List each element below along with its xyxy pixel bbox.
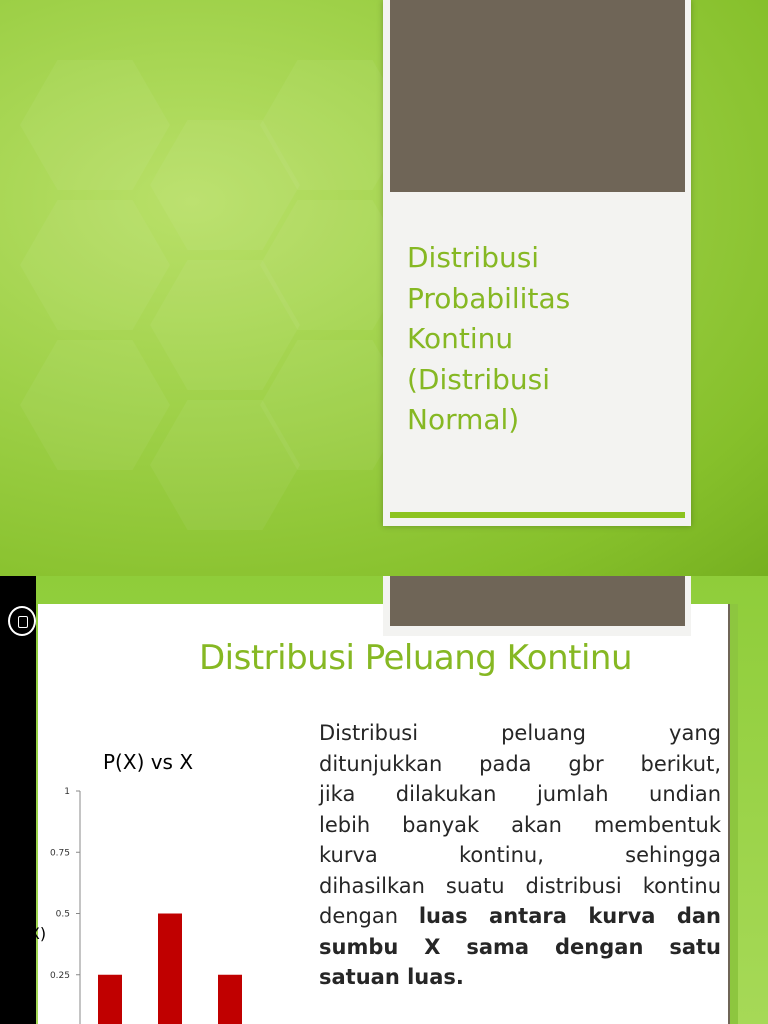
slide-title: Distribusi Probabilitas Kontinu (Distribusi Normal) [407, 241, 571, 436]
chart-bar [218, 975, 242, 1024]
its-logo-name: ITS [40, 604, 61, 619]
paragraph-line: kurva kontinu, sehingga [319, 843, 721, 867]
header-panel-block [390, 576, 685, 626]
paragraph-emphasis: satuan luas. [319, 965, 464, 989]
paragraph-line: ditunjukkan pada gbr berikut, [319, 751, 721, 776]
y-tick-label: 1 [64, 787, 70, 797]
paragraph-emphasis: luas antara kurva dan [418, 904, 721, 928]
accent-bar [390, 512, 685, 518]
slide-heading: Distribusi Peluang Kontinu [199, 638, 633, 678]
paragraph-line: jika dilakukan jumlah undian [319, 782, 721, 806]
chart-bar [158, 914, 182, 1024]
paragraph-line: lebih banyak akan membentuk [319, 812, 721, 837]
body-paragraph [319, 718, 721, 993]
its-logo [8, 598, 98, 648]
its-logo-subtitle: Institut Teknologi Sepuluh Nopember [40, 620, 75, 635]
right-border-stripe [728, 604, 738, 1024]
paragraph-line [319, 932, 721, 963]
y-tick-label: 0.75 [49, 848, 70, 859]
chart-bar [98, 975, 122, 1024]
title-panel-header-block [390, 0, 685, 192]
its-emblem-icon [8, 606, 36, 636]
header-panel [383, 576, 691, 636]
paragraph-line [319, 962, 721, 993]
bar-chart [40, 781, 280, 1024]
paragraph-line [319, 901, 721, 932]
paragraph-emphasis: sumbu X sama dengan satu [319, 934, 721, 959]
paragraph-line: dihasilkan suatu distribusi kontinu [319, 873, 721, 898]
y-tick-label: 0.5 [55, 909, 70, 920]
title-panel [383, 0, 691, 526]
paragraph-line: Distribusi peluang yang [319, 721, 721, 745]
paragraph-text: dengan [319, 904, 419, 928]
hexagon-decoration [20, 60, 170, 190]
y-tick-label: 0.25 [49, 970, 70, 981]
content-slide [0, 576, 768, 1024]
hexagon-decoration [20, 340, 170, 470]
hexagon-decoration [20, 200, 170, 330]
chart-y-axis-label: P(X) [13, 924, 47, 943]
chart-title: P(X) vs X [103, 750, 194, 774]
